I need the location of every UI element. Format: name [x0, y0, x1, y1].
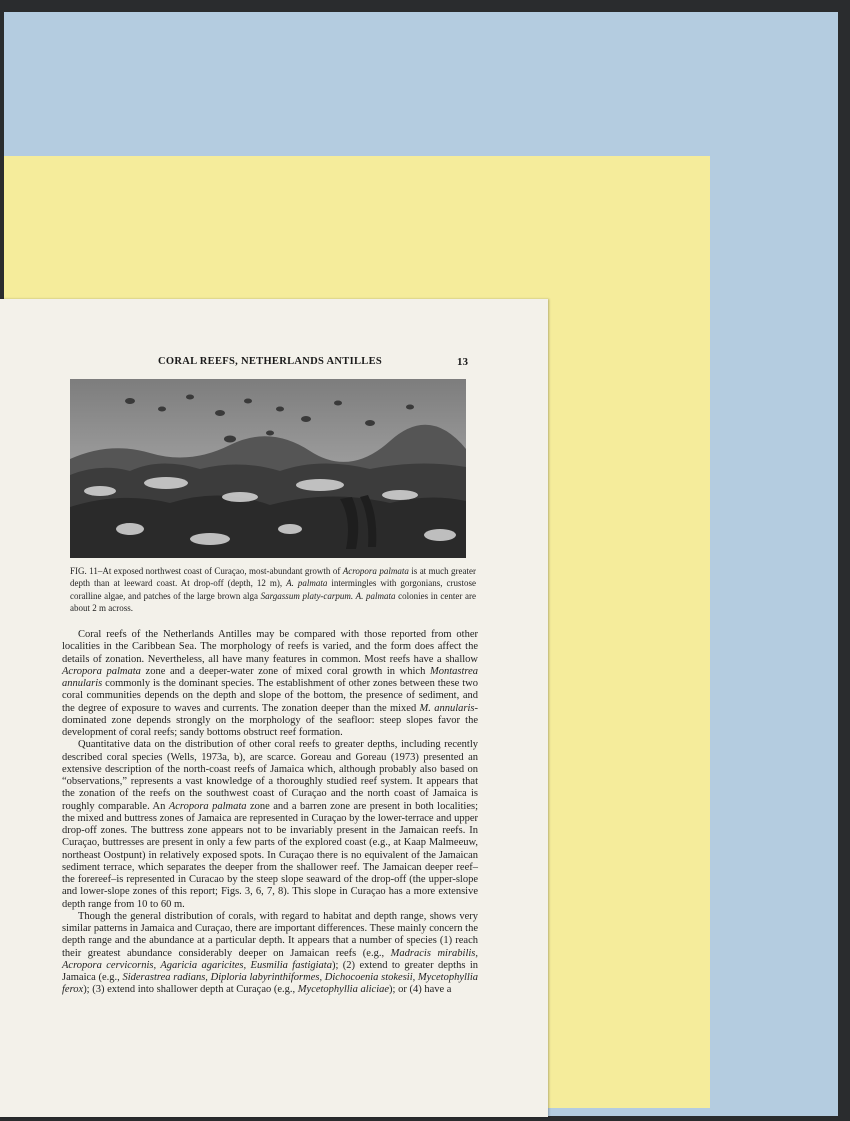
- text-run: Acropora palmata: [62, 665, 141, 677]
- body-paragraph: [62, 739, 478, 911]
- reef-photograph: [70, 379, 466, 558]
- text-run: ); (2) extend to greater depths in Jamaica (e.g.,: [62, 959, 478, 983]
- body-paragraph: [62, 911, 478, 997]
- text-run: Acropora palmata: [168, 800, 247, 812]
- text-run: Though the general distribution of corals, with regard to habitat and depth range, shows very similar patterns in Jamaica and Curaçao, there are important differences. These mainly concern the depth range and the abundance at a particular depth. It appears that a number of species (1) reach their greatest abundance considerably deeper on Jamaican reefs (e.g.,: [62, 910, 478, 959]
- body-paragraph: [62, 629, 478, 739]
- figure-caption: [70, 565, 476, 615]
- caption-part: colonies in center are about 2 m across.: [70, 590, 476, 614]
- text-run: Quantitative data on the distribution of other coral reefs to greater depths, including recently described coral species (Wells, 1973a, b), are scarce. Goreau and Goreau (1973) presented an extensive description of the north-coast reefs of Jamaica which, although probably also based on “observations,” represents a vast knowledge of a thoroughly studied reef system. It appears that the zonation of the reefs on the southwest coast of Curaçao and the north coast of Jamaica is roughly comparable. An: [62, 739, 478, 812]
- running-head: CORAL REEFS, NETHERLANDS ANTILLES: [158, 356, 383, 367]
- text-run: ); (3) extend into shallower depth at Curaçao (e.g.,: [83, 984, 298, 996]
- page-folio: 13: [457, 356, 468, 368]
- text-run: Montastrea annularis: [62, 665, 478, 689]
- caption-part: is at much greater depth than at leeward coast. At drop-off (depth, 12 m),: [70, 566, 476, 589]
- text-run: ); or (4) have a: [389, 984, 452, 996]
- text-run: -dominated zone depends strongly on the morphology of the seafloor: steep slopes favor the development of coral reefs; sandy bottoms obstruct reef formation.: [62, 702, 478, 738]
- text-run: M. annularis: [419, 702, 475, 714]
- text-run: zone and a barren zone are present in both localities; the mixed and buttress zones of Jamaica are represented in Curaçao by the lower-terrace and upper drop-off zones. The buttress zone appears not to be invariably present in the Jamaican reefs. In Curaçao, buttresses are present in only a few parts of the explored coast (e.g., at Kaap Malmeeuw, northeast Oostpunt) in relatively exposed spots. In Curaçao there is no equivalent of the Jamaican sediment terrace, which separates the deeper from the shallower reef. The Jamaican deeper reef–the forereef–is represented in Curacao by the steep slope seaward of the drop-off (the upper-slope and lower-slope zones of this report; Figs. 3, 6, 7, 8). This slope in Curaçao has a more extensive depth range from 10 to 60 m.: [62, 800, 478, 910]
- text-run: commonly is the dominant species. The establishment of other zones between these two coral communities depends on the depth and slope of the bottom, the presence of sediment, and the degree of exposure to waves and currents. The zonation deeper than the mixed: [62, 678, 478, 714]
- text-run: Madracis mirabilis, Acropora cervicornis, Agaricia agaricites, Eusmilia fastigiata: [62, 947, 479, 971]
- text-run: Mycetophyllia aliciae: [297, 984, 390, 996]
- article-page: [0, 299, 548, 1117]
- body-text: [62, 629, 478, 997]
- caption-part: FIG. 11–At exposed northwest coast of Curaçao, most-abundant growth of: [70, 566, 343, 576]
- text-run: Siderastrea radians, Diploria labyrinthiformes, Dichocoenia stokesii, Mycetophyllia ferox: [62, 972, 478, 996]
- caption-part: Sargassum platy-carpum. A. palmata: [260, 590, 396, 601]
- caption-part: A. palmata: [286, 578, 328, 589]
- caption-part: intermingles with gorgonians, crustose coralline algae, and patches of the large brown alga: [70, 578, 476, 601]
- caption-part: Acropora palmata: [342, 566, 409, 576]
- text-run: zone and a deeper-water zone of mixed coral growth in which: [140, 665, 430, 677]
- text-run: Coral reefs of the Netherlands Antilles may be compared with those reported from other localities in the Caribbean Sea. The morphology of reefs is varied, and the form does affect the details of zonation. Nevertheless, all have many features in common. Most reefs have a shallow: [62, 629, 478, 665]
